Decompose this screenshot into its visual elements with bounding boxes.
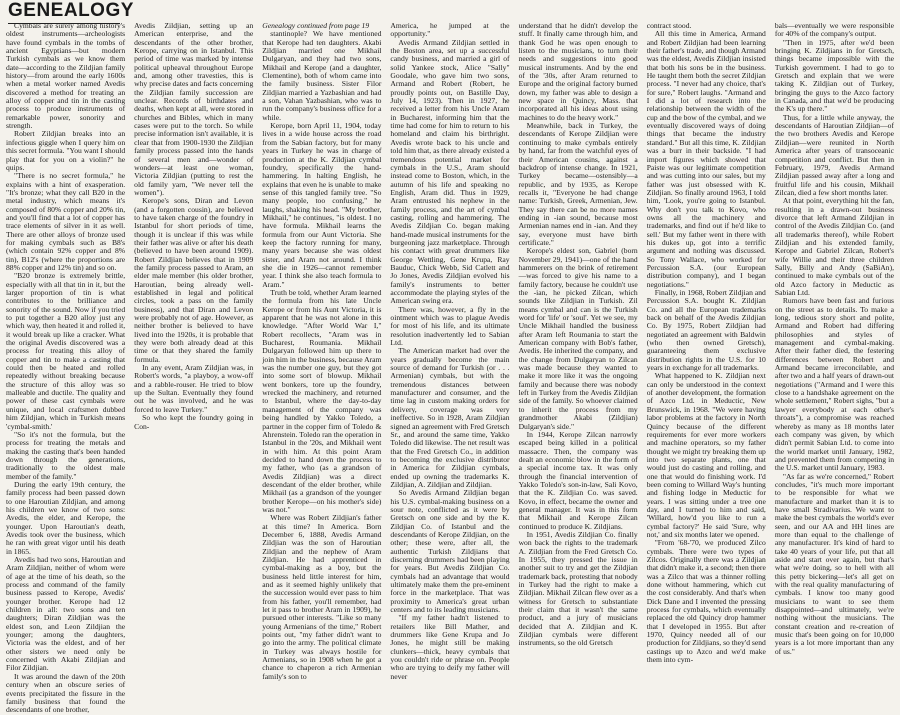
paragraph: Meanwhile, back in Turkey, the descendants of Kerope Zildjian were continuing to make cymbals entirely by hand, far from the watchful eyes of their American cousins, against a backdrop of intense change. In 1921, Turkey became—ostensibly—a republic, and by 1935, as Kerope recalls it, "Everyone he had change name: Turkish, Greek, Armenian, Jew. They say there can be no more names ending in -ian sound, because most Armenian names end in -ian. And they say, everyone must have birth certificate." [518, 121, 638, 247]
paragraph: The American market had over the years gradually become the main source of demand for Turkish (or . . . Armenian) cymbals, but with the tremendous distances between manufacturer and consumer, and the time lag in custom making orders for delivery, coverage was very ineffective. So in 1928, Aram Zildjian signed an agreement with Fred Gretsch Sr., and around the same time, Yakko Toledo did likewise. The net result was that the Fred Gretsch Co., in addition to becoming the exclusive distributor in America for Zildjian cymbals, ended up owning the trademarks K. Zildjian, A. Zildjian and Zildjian. [390, 346, 510, 489]
paragraph: In any event, Aram Zildjian was, in Robert's words, "a playboy, a wow-off and a rabble-rouser. He tried to blow up the Sultan. Eventually they found out he was involved, and he was forced to leave Turkey." [134, 363, 254, 414]
paragraph: Avedis had two sons, Haroutian and Aram Zildjian, neither of whom were of age at the time of his death, so the process and command of the family business passed to Kerope, Avedis' younger brother. Kerope had 12 children in all: two sons and ten daughters; Diran Zildjian was the eldest son, and Leon Zildjian the younger; among the daughters, Victoria was the eldest, and of her other sisters we need only be concerned with Akabi Zildjian and Filor Zildjian. [6, 555, 126, 673]
paragraph: In 1944, Kerope Zilcan narrowly escaped being killed in a political massacre. Then, the company was dealt an economic blow in the form of a special income tax. It was only through the financial intervention of Yakko Toledo's son-in-law, Sali Kovo, that the K. Zildjian Co. was saved. Kovo, in effect, became the owner and general manager. It was in this form that Mikhail and Kerope Zilcan continued to produce K. Zildjians. [518, 429, 638, 531]
paragraph: "There is no secret formula," he explains with a hint of exasperation. "It's bronze; what they call B20 in the metal industry, which means it's composed of 80% copper and 20% tin, and you'll find that a lot of copper has trace elements of silver in it as well. There are other alloys of bronze used for making cymbals such as B8's (which contain 92% copper and 8% tin), B12's (where the proportions are 88% copper and 12% tin) and so on. [6, 171, 126, 272]
paragraph: stantinople? We have mentioned that Kerope had ten daughters. Akabi Zildjian married one Mikhail Dulgaryan, and they had two sons, Mikhail and Kerope (and a daughter, Clementine), both of whom came into the family business. Sister Filor Zildjian married a Yazbashian and had a son, Vahan Yazbashian, who was to run the company's business office for a while. [262, 29, 382, 122]
paragraph: Robert Zildjian breaks into an infectious giggle when I query him on this secret formula. "You want I should play that for you on a violin?" he quips. [6, 129, 126, 172]
paragraph: Finally, in 1968, Robert Zildjian and Percussion S.A. bought K. Zildjian Co. and all the European trademarks back on behalf of the Avedis Zildjian Co. By 1975, Robert Zildjian had negotiated an agreement with Baldwin (who then owned Gretsch), guaranteeing them exclusive distribution rights in the U.S. for 10 years in exchange for all trademarks. [646, 288, 766, 373]
paragraph: "From '68-'70, we produced Zilco cymbals. There were two types of Zilcos. Originally there was a Zildjian that didn't make it, a second; then there was a Zilco that was a thinner rolling done without hammering, which cut the cost considerably. And that's when Dick Dane and I invented the pressing process for cymbals, which eventually replaced the old Quincy drop hammer that I developed in 1955. But after 1970, Quincy needed all of our production for Zildjians, so they'd send castings up to Azco and we'd make them into cym- [646, 538, 766, 665]
text-column-3 [262, 21, 382, 681]
paragraph: At that point, everything hit the fan, resulting in a drawn-out business divorce that left Armand Zildjian in control of the Avedis Zildjian Co. (and all trademarks thereof), while Robert Zildjian and his extended family, Kerope and Gabriel Zilcan, Robert's wife Willie and their three children Sally, Billy and Andy (SaBiAn), continued to make cymbals out of the old Azco factory in Meductic as Sabian Ltd. [774, 196, 894, 297]
paragraph: Kerope's eldest son, Gabriel (born November 29, 1941)—one of the hand hammerers on the brink of retirement—was forced to give his name to a family factory, because he couldn't use the -ian, he picked Zilcan, which sounds like Zildjian in Turkish. Zil means cymbal and can is the Turkish word for 'life' or 'soul'. Yet we see, my Uncle Mikhail handled the business after Aram left Roumania to start the American company with Bob's father, Avedis. He inherited the company, and the change from Dulgaryan to Zilcan was made because they wanted to make it more like it was the ongoing family and because there was nobody left in Turkey from the Avedis Zildjian side of the family. So whoever claimed to inherit the process from my grandmother Akabi (Zildjian) Dulgaryan's side." [518, 246, 638, 431]
text-column-4 [390, 21, 510, 681]
paragraph: understand that he didn't develop the stuff. It finally came through him, and thank God he was open enough to listen to the musicians, to turn their needs and suggestions into good musical instruments. And by the end of the '30s, after Aram returned to Europe and the original factory burned down, my father was able to design a new space in Quincy, Mass. that incorporated all his ideas about using machines to do the heavy work." [518, 21, 638, 122]
paragraph: America, he jumped at the opportunity." [390, 21, 510, 39]
paragraph: Truth be told, whether Aram learned the formula from his late Uncle Kerope or from his Aunt Victoria, it is apparent that he was not alone in this knowledge. "After World War I," Robert recollects, "Aram was in Bucharest, Roumania. Mikhail Dulgaryan followed him up there to join him in the business, because Aram was the number one guy, but they got into some sort of blowup. Mikhail went bonkers, tore up the foundry, wrecked the machinery, and returned to Istanbul, where the day-to-day management of the company was being handled by Yakko Toledo, a partner in the copper firm of Toledo & Ahrenstein. Toledo ran the operation in Istanbul in the '20s, and Mikhail went in with him. At this point Aram decided to hand down the process to my father, who (as a grandson of Avedis Zildjian) was a direct descendant of the elder brother, while Mikhail (as a grandson of the younger brother Kerope—on his mother's side) was not." [262, 288, 382, 514]
paragraph: Avedis Zildjian, setting up an American enterprise, and the descendants of the other brother, Kerope, carrying on in Istanbul. This period of time was marked by intense political upheaval throughout Europe and, among other travesties, this is why precise dates and facts concerning the Zildjian family succession are unclear. Records of birthdates and deaths, when kept at all, were stored in churches and Bibles, which in many cases were put to the torch. So while precise information isn't available, it is clear that from 1900-1930 the Zildjian family process passed into the hands of several men and—wonder of wonders—at least one woman, Victoria Zildjian (putting to rest the old family yarn, "We never tell the women"). [134, 21, 254, 197]
text-column-5 [518, 21, 638, 648]
paragraph: So Avedis Armand Zildjian began his U.S. cymbal-making business on a sour note, conflicted as it were by Gretsch on one side and by the K. Zildjian Co. of Istanbul and the descendants of Kerope Zildjian, on the other; these were, after all, the authentic Turkish Zildjians that discerning drummers had been playing for years. But Avedis Zildjian Co. cymbals had an advantage that would ultimately make them the pre-eminent force in the marketplace. That was proximity to America's great urban centers and to its leading musicians. [390, 488, 510, 615]
paragraph: It was around the dawn of the 20th century when an obscure series of events precipitated the fissure in the family business that found the descendants of one brother, [6, 671, 126, 715]
paragraph: Cymbals are surely among history's oldest instruments—archeologists have found cymbals in the tombs of ancient Egyptians—but modern Turkish cymbals as we know them date—according to the Zildjian family history—from around the early 1600s when a metal worker named Avedis discovered a method for treating an alloy of copper and tin in the casting process to produce instruments of remarkable power, sonority and strength. [6, 21, 126, 131]
paragraph: All this time in America, Armand and Robert Zildjian had been learning their father's trade, and though Armand was the eldest, Avedis Zildjian insisted that both his sons be in the business. He taught them both the secret Zildjian process. "I never had any choice, that's for sure," Robert laughs. "Armand and I did a lot of research into the relationship between the width of the cup and the bow of the cymbal, and we eventually discovered ways of doing things that became the industry standard." But all this time, K. Zildjian was a burr in their backside. "I had import figures which showed that Paiste was our legitimate competition and was cutting into our sales, but my father was just obsessed with K. Zildjian. So finally around 1963, I told him, 'Look, you're going to Istanbul. Why don't you talk to Kovo, who owns all the machinery and trademarks, and find out if he'd like to sell.' But my father went in there with his dukes up, got into a terrific argument and nothing was discussed. So Tony Wallace, who worked for Percussion S.A. (our European distribution company), and I began negotiations." [646, 29, 766, 289]
paragraph: Thus, for a little while anyway, the descendants of Haroutian Zildjian—of the two brothers Avedis and Kerope Zildjian—were reunited in North America after years of transoceanic competition and conflict. But then in February, 1979, Avedis Armand Zildjian passed away after a long and fruitful life and his cousin, Mikhail Zilcan, died a few short months later. [774, 112, 894, 197]
paragraph: What happened to K. Zildjian next can only be understood in the context of another development, the formation of Azco Ltd. in Meductic, New Brunswick, in 1968. "We were having labor problems at the factory in North Quincy because of the different requirements for ever more workers and machine operators, so my father thought we might try breaking them up into two separate plants, one that would just do casting and rolling, and one that would do finishing work. I'd been coming to Willard Way's hunting and fishing lodge in Meductic for years. I was sitting under a tree one day, and I turned to him and said, 'Willard, how'd you like to run a cymbal factory?' He said 'Sure, why not,' and six months later we opened. [646, 371, 766, 539]
paragraph: "B20 bronze is extremely brittle, especially with all that tin in it, but the larger proportion of tin is what contributes to the brilliance and sonority of the sound. Now if you tried to put together a B20 alloy just any which way, then heated it and rolled it, it would break up like a cracker. What the original Avedis discovered was a process for treating this alloy of copper and tin to make a casting that could then be heated and rolled repeatedly without breaking because the structure of this alloy was so malleable and ductile. The quality and power of these cast cymbals were unique, and local craftsmen dubbed him Zildjian, which in Turkish means 'cymbal-smith.' [6, 271, 126, 431]
paragraph: Where was Robert Zildjian's father at this time? In America. Born December 6, 1888, Avedis Armand Zildjian was the son of Haroutian Zildjian and the nephew of Aram Zildjian. He had apprenticed in cymbal-making as a boy, but the business held little interest for him, and as it seemed highly unlikely that the succession would ever pass to him from his father, you'll remember, had let it pass to brother Aram in 1909), he pursued other interests. "Like so many young Armenians of the time," Robert points out, "my father didn't want to go into the army. The political climate in Turkey was always hostile for Armenians, so in 1908 when he got a chance to chaperon a rich Armenian family's son to [262, 513, 382, 681]
continued-from-note: Genealogy continued from page 19 [262, 21, 370, 30]
paragraph: In 1951, Avedis Zildjian Co. finally won back the rights to the trademark A. Zildjian from the Fred Gretsch Co. In 1955, they pressed the issue in another suit to try and get the Zildjian trademark back, protesting that nobody in Turkey had the right to make a Zildjian. Mikhail Zilcan flew over as a witness for Gretsch to substantiate their claim that it wasn't the same product, and a jury of musicians decided that A. Zildjian and K. Zildjian cymbals were different instruments, so the old Gretsch [518, 529, 638, 648]
text-column-1 [6, 21, 126, 715]
text-column-7 [774, 21, 894, 656]
paragraph: Rumors have been fast and furious on the street as to details. To make a long, tedious story short and polite, Armand and Robert had differing philosophies and styles of management and cymbal-making. After their father died, the festering differences between Robert and Armand became irreconcilable, and after two and a half years of drawn-out negotiations ("Armand and I were this close to a handshake agreement on the whole settlement," Robert sighs, "but a lawyer everybody at each other's throats"), a compromise was reached whereby as many as 18 months later each company was given, by which didn't permit Sabian Ltd. to come into the world market until January, 1982, and prevented them from competing in the U.S. market until January, 1983. [774, 296, 894, 473]
paragraph: During the early 19th century, the family process had been passed down to one Haroutian Zildjian, and among his children we know of two sons: Avedis, the elder, and Kerope, the younger. Upon Haroutian's death, Avedis took over the business, which he ran with great vigor until his death in 1865. [6, 479, 126, 556]
paragraph: "So it's not the formula, but the process for treating the metals and making the casting that's been handed down through the generations, traditionally to the oldest male member of the family." [6, 429, 126, 481]
paragraph: Kerope's sons, Diran and Levon (and a forgotten cousin), are believed to have taken charge of the foundry in Istanbul for short periods of time, though it is unclear if this was while their father was alive or after his death (believed to have been around 1909). Robert Zildjian believes that in 1909 the family process passed to Aram, an elder male member (his older brother, Haroutian, being already well-established in legal and political circles, took a pass on the family business), and that Diran and Levon were probably not of age. However, as neither brother is believed to have lived into the 1920s, it is probable that they were both already dead at this time or that they shared the family formula. [134, 196, 254, 364]
paragraph: So who kept the foundry going in Con- [134, 413, 254, 431]
paragraph: There was, however, a fly in the ointment which was to plague Avedis for most of his life, and its ultimate resolution inadvertently led to Sabian Ltd. [390, 304, 510, 348]
paragraph: "As far as we're concerned," Robert concludes, "it's much more important to be responsible for what we manufacture and market than it is to have small Stradivarius. We want to make the best cymbals the world's ever seen, and our AA and HH lines are more than equal to the challenge of any manufacturer. It's kind of hard to take 40 years of your life, put that all aside and start over again, but that's what we're doing, so to hell with all this petty bickering—let's all get on with the real quality manufacturing of cymbals. I know too many good musicians to want to see them disappointed—and ultimately, we're nothing without the musicians. The constant creation and re-creation of music that's been going on for 10,000 years is a lot more important than any of us." [774, 471, 894, 656]
paragraph: contract stood. [646, 21, 692, 30]
paragraph: "If my father hadn't listened to retailers like Bill Mather, and drummers like Gene Krupa and Jo Jones, he might still be making clunkers—thick, heavy cymbals that you couldn't ride or phrase on. People who are trying to deify my father will never [390, 613, 510, 681]
text-column-6 [646, 21, 766, 665]
paragraph: bals—eventually we were responsible for 40% of the company's output. [774, 21, 894, 39]
paragraph: Kerope, born April 11, 1904, today lives in a wide house across the road from the Sabian factory, but for many years in Turkey he was in charge of production at the K. Zildjian cymbal foundry, specifically the hand-hammering. In halting English, he explains that even he is unable to make sense of this tangled family tree. "So many people, too confusing," he laughs, shaking his head. "My brother, Mikhail," he continues, "is oldest. I no have formula. Mikhail learns the formula from our Aunt Victoria. She keep the factory running for many, many years because she was oldest sister, and Aram not around. I think she die in 1926—cannot remember year. I think she also teach formula to Aram." [262, 121, 382, 289]
text-column-2 [134, 22, 253, 550]
paragraph: Avedis Armand Zildjian settled in the Boston area, set up a successful candy business, and married a girl of solid Yankee stock, Alice "Sally" Goodale, who gave him two sons, Armand and Robert (Robert, he proudly points out, on Bastille Day, July 14, 1923). Then in 1927, he received a letter from his Uncle Aram in Bucharest, informing him that the time had come for him to return to his homeland and claim his birthright. Avedis wrote back to his uncle and told him that, as there already existed a tremendous potential market for cymbals in the U.S., Aram should instead come to Boston, which, in the autumn of his life and speaking no English, Aram did. Thus in 1929, Aram entrusted his nephew in the family process, and the art of cymbal casting, rolling and hammering. The Avedis Zildjian Co. began making hand-made musical instruments for the burgeoning jazz marketplace. Through his contact with great drummers like George Wettling, Gene Krupa, Ray Bauduc, Chick Webb, Sid Catlett and Jo Jones, Avedis Zildjian evolved his family's instruments to better accommodate the playing styles of the American swing era. [390, 37, 510, 306]
article-columns [6, 21, 894, 715]
article-headline: GENEALOGY [8, 0, 120, 24]
paragraph: "Then in 1975, after we'd been bringing K. Zildjians in for Gretsch, things became impossible with the Turkish government. I had to go to Gretsch and explain that we were taking K. Zildjian out of Turkey, bringing the guys to the Azco factory in Canada, and that we'd be producing the K's up there." [774, 37, 894, 114]
